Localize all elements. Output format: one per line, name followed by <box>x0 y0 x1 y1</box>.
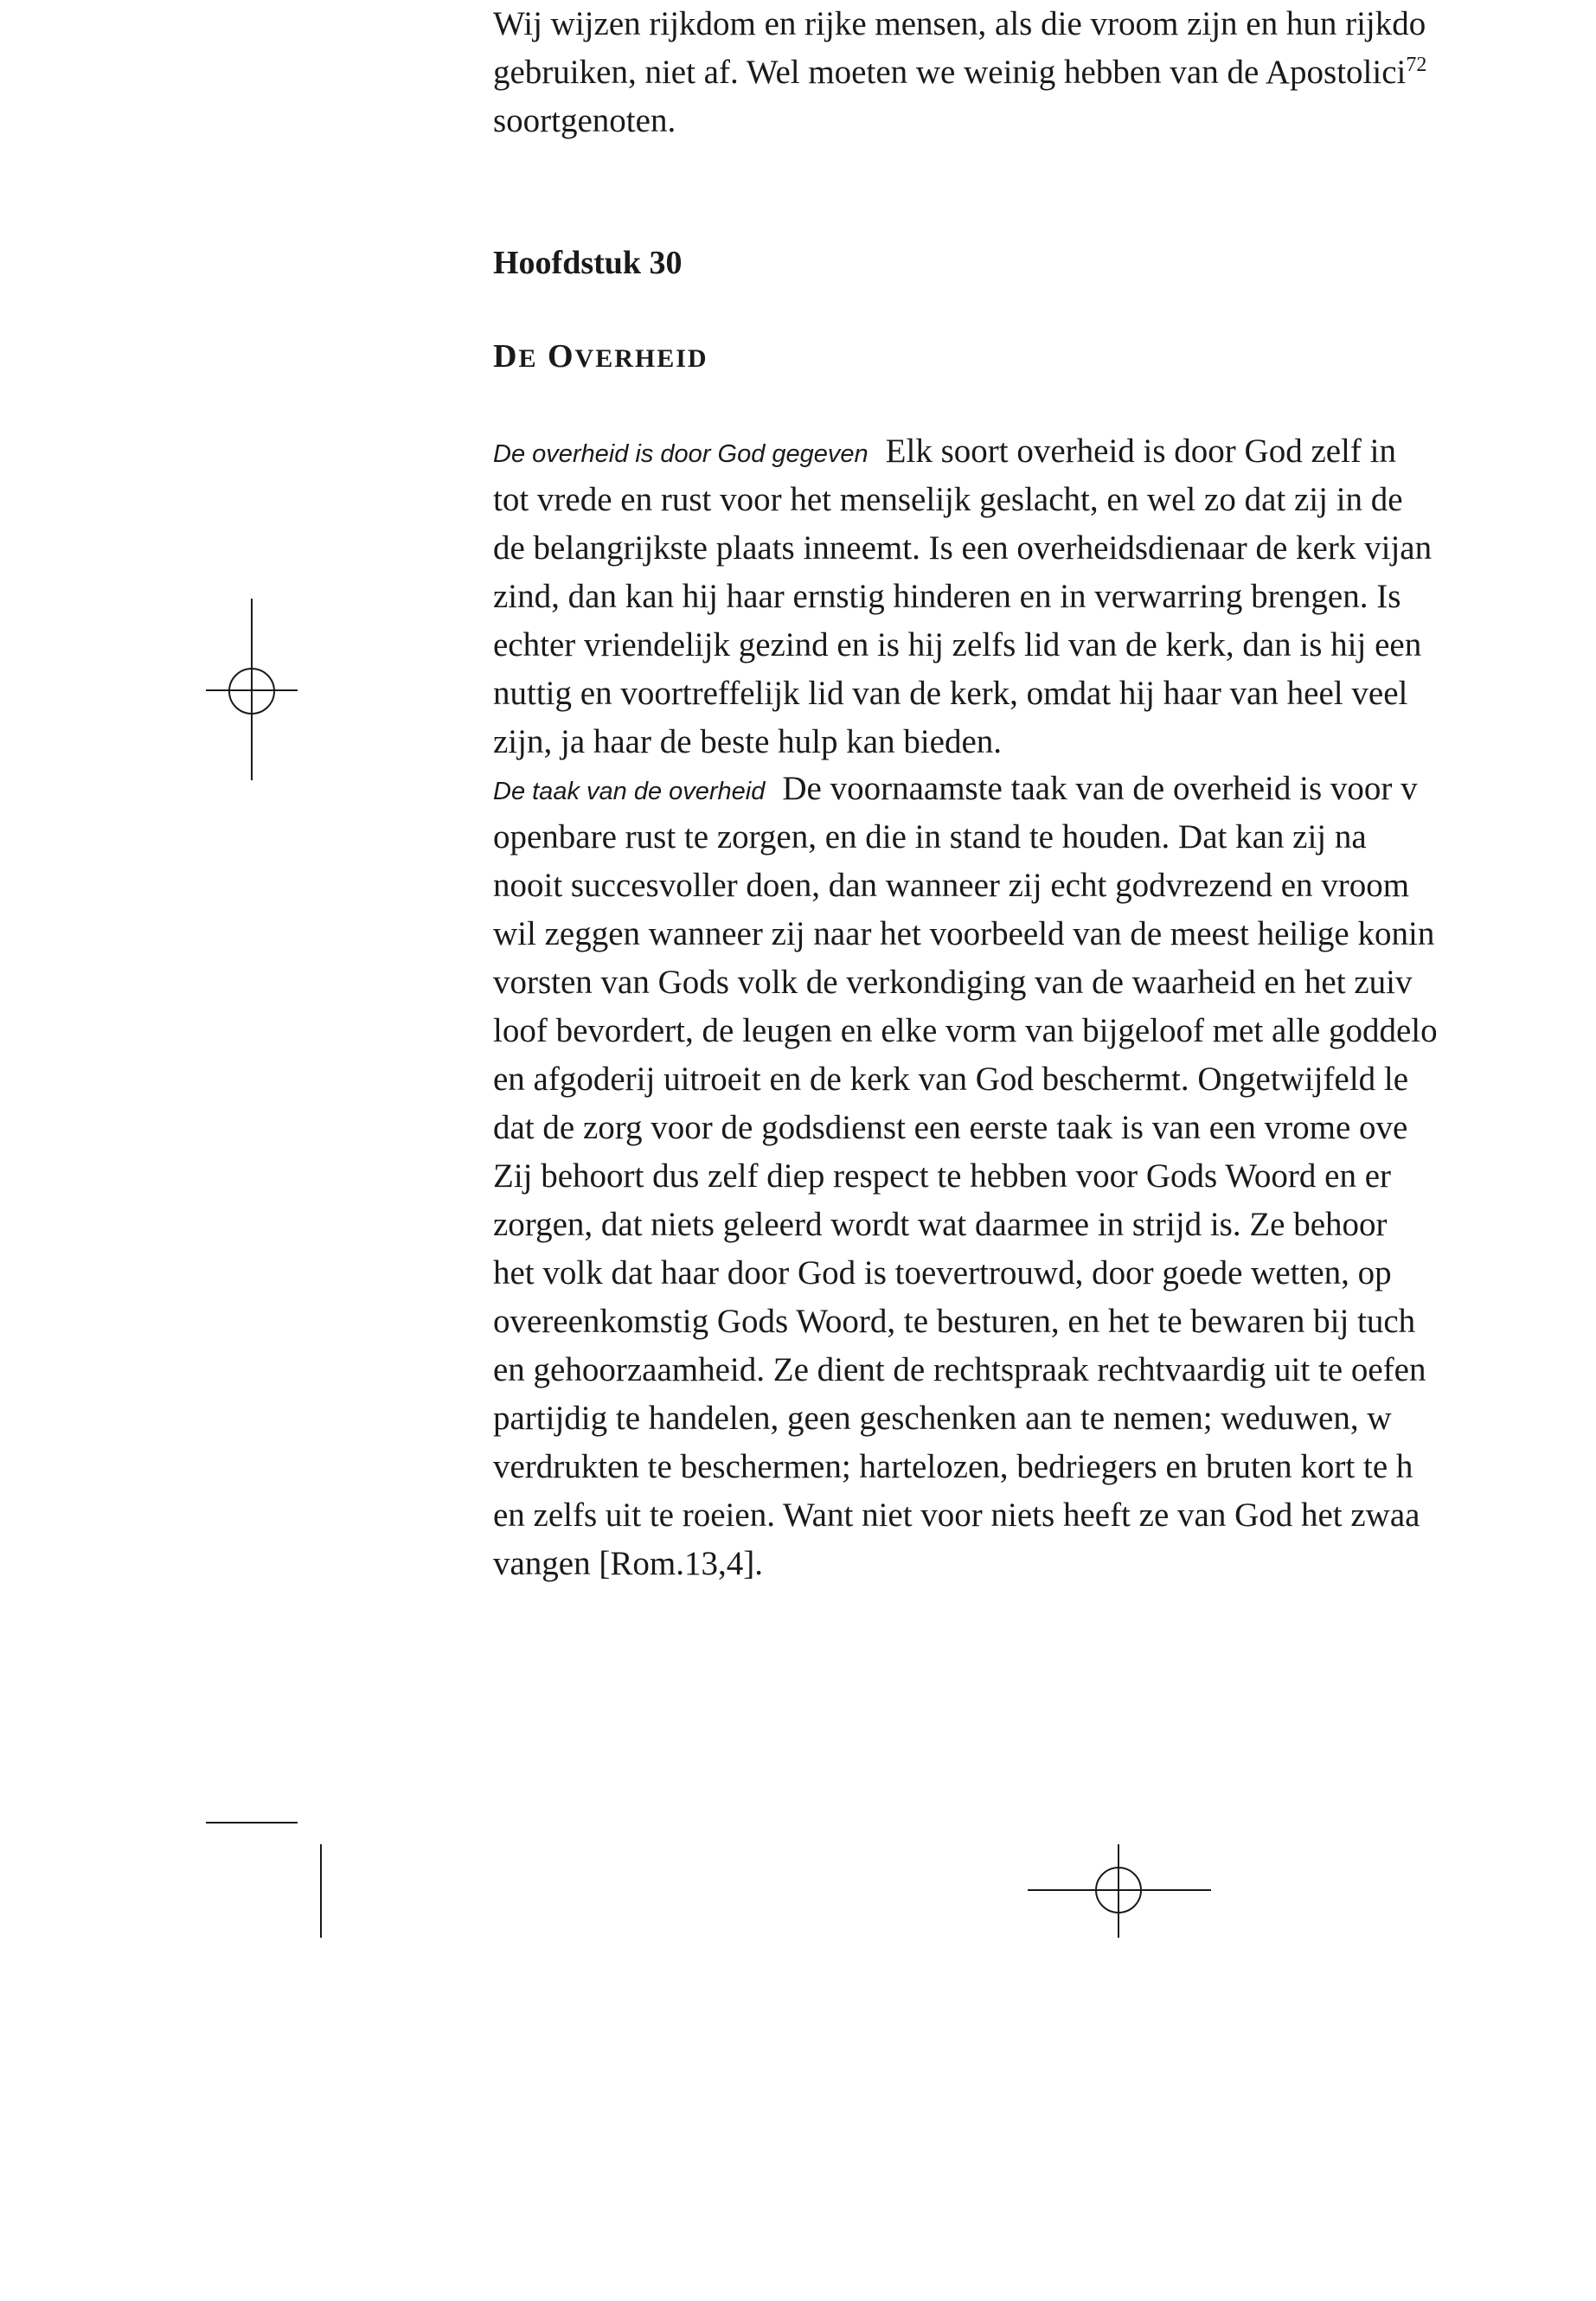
crop-mark-vertical <box>320 1844 322 1938</box>
registration-mark-bottom-circle <box>1095 1867 1142 1913</box>
body-line: dat de zorg voor de godsdienst een eerste taak is van een vrome ove <box>493 1109 1408 1146</box>
body-line: Zij behoort dus zelf diep respect te hebben voor Gods Woord en er <box>493 1157 1391 1195</box>
body-line: en zelfs uit te roeien. Want niet voor niets heeft ze van God het zwaa <box>493 1497 1420 1534</box>
body-line: nooit succesvoller doen, dan wanneer zij echt godvrezend en vroom <box>493 867 1410 904</box>
body-line: loof bevordert, de leugen en elke vorm van bijgeloof met alle goddelo <box>493 1012 1438 1049</box>
body-line: het volk dat haar door God is toevertrouwd, door goede wetten, op <box>493 1254 1392 1292</box>
side-label: De taak van de overheid <box>493 778 766 805</box>
intro-line-3: soortgenoten. <box>493 102 676 139</box>
section1-first-line: De overheid is door God gegeven Elk soort overheid is door God zelf in <box>493 433 1396 470</box>
body-line: en afgoderij uitroeit en de kerk van God beschermt. Ongetwijfeld le <box>493 1061 1409 1098</box>
body-line: tot vrede en rust voor het menselijk geslacht, en wel zo dat zij in de <box>493 481 1403 518</box>
chapter-title: DE OVERHEID <box>493 338 708 375</box>
footnote-ref: 72 <box>1406 54 1427 76</box>
body-line: vorsten van Gods volk de verkondiging van de waarheid en het zuiv <box>493 964 1413 1001</box>
crop-mark-horizontal <box>206 1822 298 1823</box>
body-line: en gehoorzaamheid. Ze dient de rechtspraak rechtvaardig uit te oefen <box>493 1351 1426 1388</box>
body-line: nuttig en voortreffelijk lid van de kerk, omdat hij haar van heel veel <box>493 675 1408 712</box>
body-line: echter vriendelijk gezind en is hij zelfs lid van de kerk, dan is hij een <box>493 626 1422 663</box>
registration-mark-left-circle <box>228 668 275 715</box>
body-line: wil zeggen wanneer zij naar het voorbeeld van de meest heilige konin <box>493 915 1435 952</box>
body-line: vangen [Rom.13,4]. <box>493 1545 763 1582</box>
body-line: overeenkomstig Gods Woord, te besturen, en het te bewaren bij tuch <box>493 1303 1416 1340</box>
side-label: De overheid is door God gegeven <box>493 440 869 468</box>
body-line: verdrukten te beschermen; hartelozen, bedriegers en bruten kort te h <box>493 1448 1413 1485</box>
intro-line-1: Wij wijzen rijkdom en rijke mensen, als die vroom zijn en hun rijkdo <box>493 5 1426 42</box>
body-line: openbare rust te zorgen, en die in stand te houden. Dat kan zij na <box>493 818 1367 856</box>
intro-line-2-text: gebruiken, niet af. Wel moeten we weinig hebben van de Apostolici <box>493 54 1407 91</box>
section2-first-line: De taak van de overheid De voornaamste taak van de overheid is voor v <box>493 770 1418 807</box>
intro-line-2 <box>493 48 1426 97</box>
body-line: de belangrijkste plaats inneemt. Is een overheidsdienaar de kerk vijan <box>493 529 1433 567</box>
body-line: partijdig te handelen, geen geschenken aan te nemen; weduwen, w <box>493 1400 1392 1437</box>
chapter-number: Hoofdstuk 30 <box>493 245 683 281</box>
body-line: zijn, ja haar de beste hulp kan bieden. <box>493 723 1003 760</box>
body-line: zind, dan kan hij haar ernstig hinderen en in verwarring brengen. Is <box>493 578 1401 615</box>
body-line: zorgen, dat niets geleerd wordt wat daarmee in strijd is. Ze behoor <box>493 1206 1388 1243</box>
